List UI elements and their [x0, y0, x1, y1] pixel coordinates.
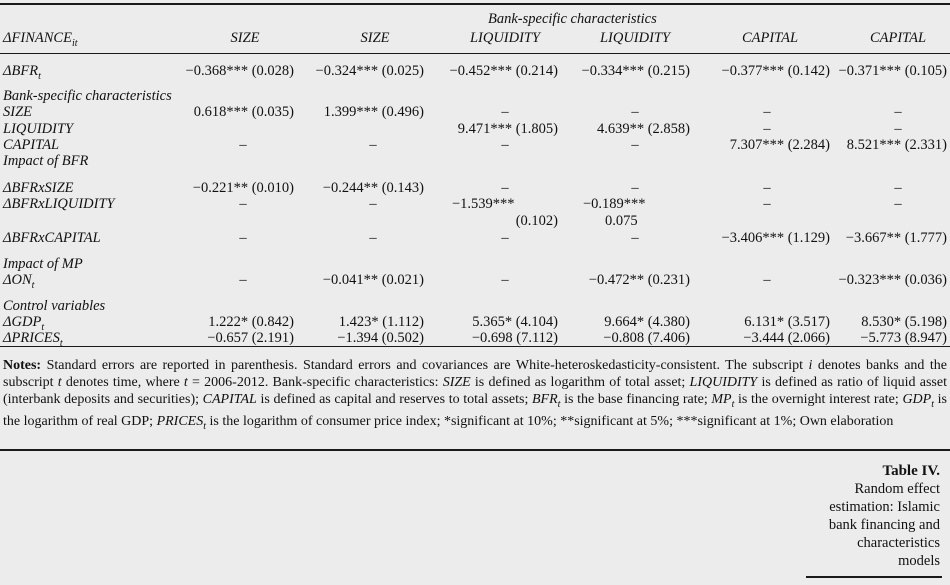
- cell-bfr-cap-3: –: [501, 230, 509, 246]
- row-label-liquidity: LIQUIDITY: [3, 121, 74, 137]
- col-header-6: CAPITAL: [869, 30, 927, 46]
- cell-bfr-liq-4-se: 0.075: [605, 213, 638, 229]
- section-impact-mp: Impact of MP: [3, 256, 83, 272]
- row-label-gdp: $\Delta GDP_t$: [3, 314, 45, 333]
- row-label-prices: $\Delta PRICES_t$: [3, 330, 63, 349]
- cell-gdp-3: 5.365* (4.104): [472, 314, 558, 330]
- cell-bfr-5: −0.377*** (0.142): [721, 63, 830, 79]
- cell-liquidity-5: –: [763, 121, 771, 137]
- cell-capital-4: –: [631, 137, 639, 153]
- cell-size-1: 0.618*** (0.035): [193, 104, 294, 120]
- col-header-4: LIQUIDITY: [599, 30, 671, 46]
- cell-bfr-size-5: –: [763, 180, 771, 196]
- header-rule: [0, 53, 950, 54]
- cell-on-1: –: [239, 272, 247, 288]
- cell-on-6: −0.323*** (0.036): [838, 272, 947, 288]
- cell-prices-4: −0.808 (7.406): [603, 330, 690, 346]
- col-header-5: CAPITAL: [741, 30, 799, 46]
- cell-gdp-4: 9.664* (4.380): [604, 314, 690, 330]
- cell-size-2: 1.399*** (0.496): [323, 104, 424, 120]
- cell-prices-5: −3.444 (2.066): [743, 330, 830, 346]
- section-control-variables: Control variables: [3, 298, 106, 314]
- cell-size-3: –: [501, 104, 509, 120]
- cell-capital-6: 8.521*** (2.331): [846, 137, 947, 153]
- cell-bfr-liq-3: −1.539***: [452, 196, 515, 212]
- col-header-2: SIZE: [360, 30, 390, 46]
- cell-capital-3: –: [501, 137, 509, 153]
- cell-bfr-liq-1: –: [239, 196, 247, 212]
- row-label-bfr-capital: ΔBFRxCAPITAL: [3, 230, 101, 246]
- row-label-on: $\Delta ON_t$: [3, 272, 35, 291]
- cell-prices-6: −5.773 (8.947): [860, 330, 947, 346]
- section-impact-bfr: Impact of BFR: [3, 153, 89, 169]
- cell-bfr-cap-4: –: [631, 230, 639, 246]
- cell-bfr-size-4: –: [631, 180, 639, 196]
- dep-var-label: $\Delta FINANCE_{it}$: [3, 30, 78, 49]
- row-label-bfr: $\Delta BFR_t$: [3, 63, 41, 82]
- cell-gdp-1: 1.222* (0.842): [208, 314, 294, 330]
- cell-bfr-6: −0.371*** (0.105): [838, 63, 947, 79]
- cell-on-2: −0.041** (0.021): [322, 272, 424, 288]
- row-label-size: SIZE: [3, 104, 32, 120]
- cell-capital-1: –: [239, 137, 247, 153]
- col-header-3: LIQUIDITY: [469, 30, 541, 46]
- cell-prices-2: −1.394 (0.502): [337, 330, 424, 346]
- cell-size-4: –: [631, 104, 639, 120]
- cell-bfr-liq-2: –: [369, 196, 377, 212]
- cell-size-6: –: [894, 104, 902, 120]
- cell-prices-3: −0.698 (7.112): [471, 330, 558, 346]
- cell-gdp-5: 6.131* (3.517): [744, 314, 830, 330]
- cell-gdp-6: 8.530* (5.198): [861, 314, 947, 330]
- cell-bfr-cap-2: –: [369, 230, 377, 246]
- row-label-capital: CAPITAL: [3, 137, 60, 153]
- cell-bfr-liq-4: −0.189***: [583, 196, 646, 212]
- cell-liquidity-4: 4.639** (2.858): [596, 121, 690, 137]
- caption-line: Random effect: [854, 481, 940, 497]
- cell-bfr-cap-6: −3.667** (1.777): [845, 230, 947, 246]
- section-bank-specific: Bank-specific characteristics: [3, 88, 172, 104]
- cell-bfr-cap-1: –: [239, 230, 247, 246]
- cell-size-5: –: [763, 104, 771, 120]
- cell-liquidity-6: –: [894, 121, 902, 137]
- cell-bfr-2: −0.324*** (0.025): [315, 63, 424, 79]
- row-label-bfr-size: ΔBFRxSIZE: [3, 180, 74, 196]
- cell-bfr-1: −0.368*** (0.028): [185, 63, 294, 79]
- caption-rule: [806, 576, 942, 578]
- caption-line: models: [898, 553, 940, 569]
- caption-line: estimation: Islamic: [829, 499, 940, 515]
- top-rule: [0, 3, 950, 5]
- cell-on-5: –: [763, 272, 771, 288]
- cell-bfr-size-6: –: [894, 180, 902, 196]
- cell-capital-5: 7.307*** (2.284): [729, 137, 830, 153]
- cell-bfr-liq-5: –: [763, 196, 771, 212]
- cell-prices-1: −0.657 (2.191): [207, 330, 294, 346]
- cell-bfr-liq-3-se: (0.102): [515, 213, 558, 229]
- caption-line: bank financing and: [828, 517, 940, 533]
- table-caption: [770, 462, 940, 570]
- cell-gdp-2: 1.423* (1.112): [338, 314, 424, 330]
- group-label: Bank-specific characteristics: [488, 11, 657, 27]
- cell-bfr-3: −0.452*** (0.214): [449, 63, 558, 79]
- table-number: Table IV.: [882, 463, 940, 479]
- cell-on-4: −0.472** (0.231): [588, 272, 690, 288]
- col-header-1: SIZE: [230, 30, 260, 46]
- cell-liquidity-3: 9.471*** (1.805): [457, 121, 558, 137]
- cell-bfr-size-1: −0.221** (0.010): [192, 180, 294, 196]
- cell-bfr-size-3: –: [501, 180, 509, 196]
- cell-capital-2: –: [369, 137, 377, 153]
- caption-line: characteristics: [857, 535, 940, 551]
- cell-on-3: –: [501, 272, 509, 288]
- row-label-bfr-liquidity: ΔBFRxLIQUIDITY: [3, 196, 115, 212]
- cell-bfr-size-2: −0.244** (0.143): [322, 180, 424, 196]
- notes-bottom-rule: [0, 449, 950, 451]
- cell-bfr-liq-6: –: [894, 196, 902, 212]
- cell-bfr-4: −0.334*** (0.215): [581, 63, 690, 79]
- table-notes: Notes: Standard errors are reported in parenthesis. Standard errors and covariances are White-heteroskedasticity-consistent. The subscript i denotes banks and the subscript t denotes time, where t = 2006-2012. Bank-specific characteristics: SIZE is defined as logarithm of total asset; LIQUIDITY is defined as ratio of liquid asset (interbank deposits and securities); CAPITAL is defined as capital and reserves to total assets; $BFR_t$ is the base financing rate; $MP_t$ is the overnight interest rate; $GDP_t$ is the logarithm of real GDP; $PRICES_t$ is the logarithm of consumer price index; *significant at 10%; **significant at 5%; ***significant at 1%; Own elaboration: [3, 358, 947, 432]
- cell-bfr-cap-5: −3.406*** (1.129): [721, 230, 830, 246]
